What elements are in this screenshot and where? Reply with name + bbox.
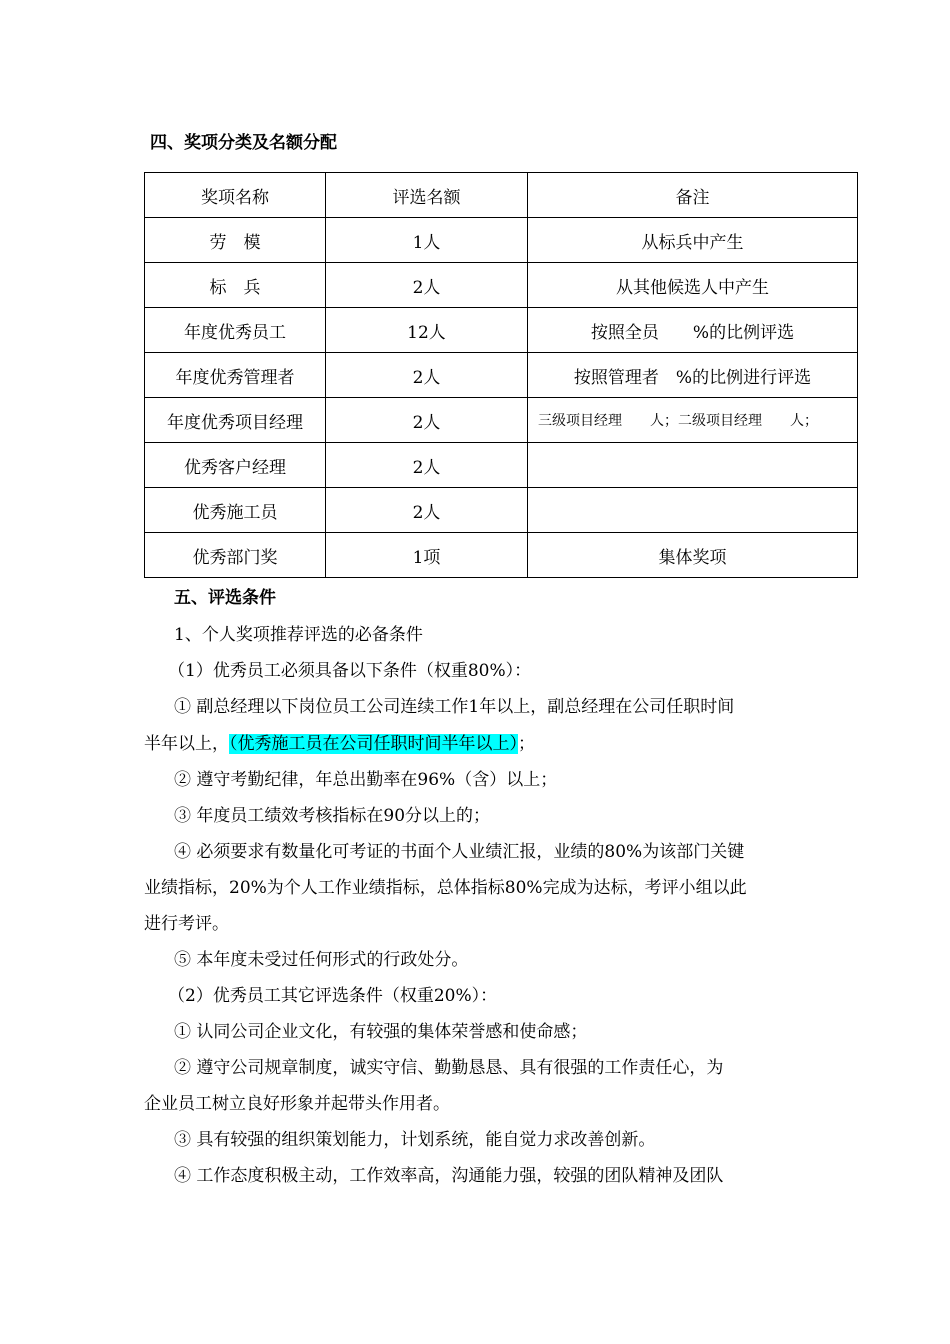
table-row xyxy=(145,353,858,398)
award-name-cell: 年度优秀员工 xyxy=(145,308,326,353)
award-name-cell: 优秀客户经理 xyxy=(145,443,326,488)
paragraph: ③ 具有较强的组织策划能力，计划系统，能自觉力求改善创新。 xyxy=(174,1130,656,1150)
quota-cell: 2人 xyxy=(326,398,528,443)
paragraph-text: ； xyxy=(518,734,535,754)
table-header-row xyxy=(145,173,858,218)
paragraph: ② 遵守公司规章制度，诚实守信、勤勤恳恳、具有很强的工作责任心，为 xyxy=(174,1058,724,1078)
award-name-cell: 优秀部门奖 xyxy=(145,533,326,578)
paragraph: ① 副总经理以下岗位员工公司连续工作1年以上，副总经理在公司任职时间 xyxy=(174,697,735,717)
quota-cell: 1项 xyxy=(326,533,528,578)
remarks-cell: 三级项目经理 人；二级项目经理 人； xyxy=(528,398,858,443)
table-row xyxy=(145,488,858,533)
paragraph: ④ 必须要求有数量化可考证的书面个人业绩汇报，业绩的80%为该部门关键 xyxy=(174,842,745,862)
remarks-cell: 按照全员 %的比例评选 xyxy=(528,308,858,353)
table-row xyxy=(145,218,858,263)
paragraph: ⑤ 本年度未受过任何形式的行政处分。 xyxy=(174,950,469,970)
header-remarks: 备注 xyxy=(528,173,858,218)
paragraph-subheading: （2）优秀员工其它评选条件（权重20%）： xyxy=(168,986,498,1006)
quota-cell: 2人 xyxy=(326,353,528,398)
remarks-cell: 从其他候选人中产生 xyxy=(528,263,858,308)
table-row xyxy=(145,533,858,578)
table-row xyxy=(145,398,858,443)
remarks-cell xyxy=(528,443,858,488)
remarks-cell: 集体奖项 xyxy=(528,533,858,578)
quota-cell: 2人 xyxy=(326,443,528,488)
section-4-title: 四、奖项分类及名额分配 xyxy=(150,133,337,153)
remarks-cell xyxy=(528,488,858,533)
quota-cell: 2人 xyxy=(326,488,528,533)
paragraph-text: 半年以上， xyxy=(144,734,229,754)
award-name-cell: 年度优秀项目经理 xyxy=(145,398,326,443)
awards-table xyxy=(144,172,858,578)
quota-cell: 1人 xyxy=(326,218,528,263)
paragraph: ④ 工作态度积极主动，工作效率高，沟通能力强，较强的团队精神及团队 xyxy=(174,1166,724,1186)
table-row xyxy=(145,308,858,353)
header-award-name: 奖项名称 xyxy=(145,173,326,218)
table-row xyxy=(145,263,858,308)
highlighted-text: （优秀施工员在公司任职时间半年以上） xyxy=(229,734,518,754)
quota-cell: 12人 xyxy=(326,308,528,353)
remarks-cell: 按照管理者 %的比例进行评选 xyxy=(528,353,858,398)
section-5-title: 五、评选条件 xyxy=(174,588,276,608)
paragraph-heading: 1、个人奖项推荐评选的必备条件 xyxy=(174,625,423,645)
award-name-cell: 标 兵 xyxy=(145,263,326,308)
header-quota: 评选名额 xyxy=(326,173,528,218)
paragraph: 进行考评。 xyxy=(144,914,229,934)
table-row xyxy=(145,443,858,488)
paragraph: 业绩指标，20%为个人工作业绩指标，总体指标80%完成为达标，考评小组以此 xyxy=(144,878,747,898)
award-name-cell: 劳 模 xyxy=(145,218,326,263)
quota-cell: 2人 xyxy=(326,263,528,308)
award-name-cell: 优秀施工员 xyxy=(145,488,326,533)
paragraph: ③ 年度员工绩效考核指标在90分以上的； xyxy=(174,806,491,826)
paragraph: ① 认同公司企业文化，有较强的集体荣誉感和使命感； xyxy=(174,1022,588,1042)
remarks-cell: 从标兵中产生 xyxy=(528,218,858,263)
paragraph xyxy=(144,729,535,754)
award-name-cell: 年度优秀管理者 xyxy=(145,353,326,398)
paragraph: 企业员工树立良好形象并起带头作用者。 xyxy=(144,1094,450,1114)
paragraph: ② 遵守考勤纪律，年总出勤率在96%（含）以上； xyxy=(174,770,558,790)
paragraph-subheading: （1）优秀员工必须具备以下条件（权重80%）： xyxy=(168,661,532,681)
